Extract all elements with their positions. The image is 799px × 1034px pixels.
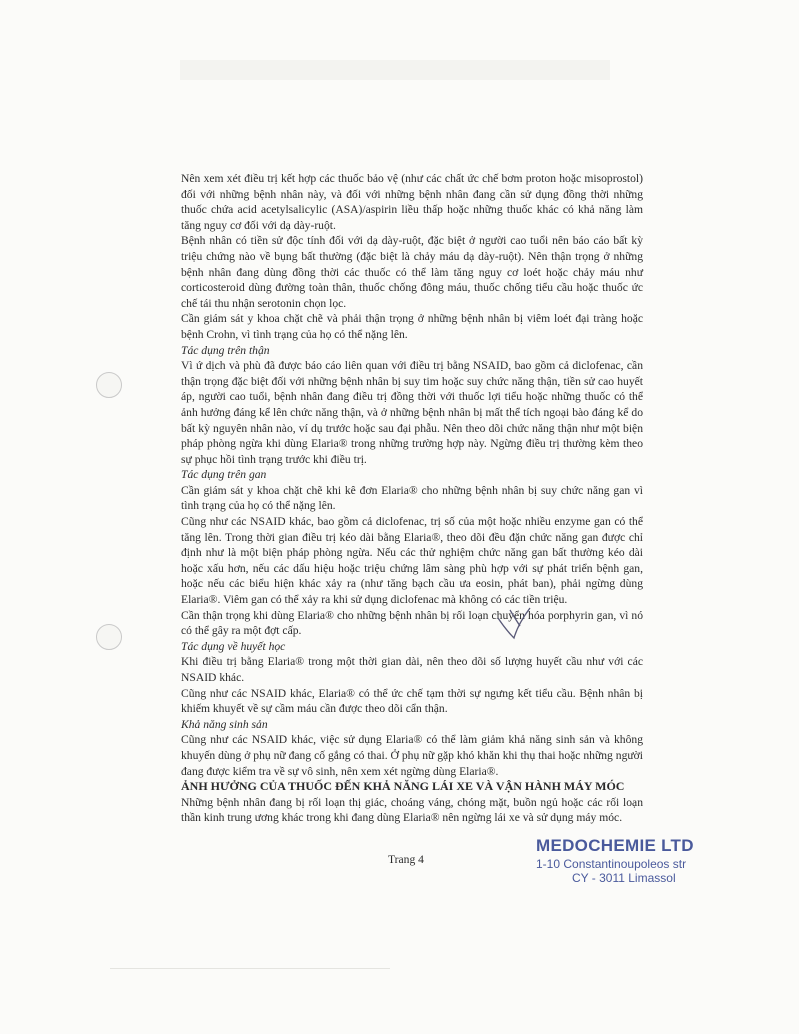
punch-hole-upper bbox=[96, 372, 122, 398]
stamp-address: 1-10 Constantinoupoleos str bbox=[536, 857, 687, 871]
paragraph: Nên xem xét điều trị kết hợp các thuốc bảo vệ (như các chất ức chế bơm proton hoặc misoprostol) đối với những bệnh nhân này, và đối với những bệnh nhân đang cần sử dụng đồng thời những thuốc chứa acid acetylsalicylic (ASA)/aspirin liều thấp hoặc những thuốc khác có khả năng làm tăng nguy cơ đối với dạ dày-ruột. bbox=[181, 172, 643, 232]
scan-smudge bbox=[180, 60, 610, 80]
page-number: Trang 4 bbox=[388, 853, 424, 866]
paragraph: Cũng như các NSAID khác, Elaria® có thể ức chế tạm thời sự ngưng kết tiểu cầu. Bệnh nhân bị khiếm khuyết về sự cầm máu cần được theo dõi cẩn thận. bbox=[181, 686, 643, 716]
signature-mark bbox=[490, 600, 550, 651]
section-heading: Tác dụng về huyết học bbox=[181, 639, 286, 653]
section-heading: Tác dụng trên gan bbox=[181, 468, 267, 482]
section-heading: Tác dụng trên thận bbox=[181, 343, 270, 357]
scan-artifact-line bbox=[110, 968, 390, 969]
paragraph: Bệnh nhân có tiền sử độc tính đối với dạ dày-ruột, đặc biệt ở người cao tuổi nên báo cáo bất kỳ triệu chứng nào về bụng bất thường (đặc biệt là chảy máu dạ dày-ruột). Nên thận trọng ở những bệnh nhân đang dùng đồng thời các thuốc có thể làm tăng nguy cơ loét hoặc chảy máu như corticosteroid dùng đường toàn thân, thuốc chống đông máu, thuốc chống tiểu cầu hoặc thuốc ức chế tái thu nhận serotonin chọn lọc. bbox=[181, 234, 643, 310]
paragraph: Cần giám sát y khoa chặt chẽ và phải thận trọng ở những bệnh nhân bị viêm loét đại tràng hoặc bệnh Crohn, vì tình trạng của họ có thể nặng lên. bbox=[181, 312, 643, 341]
paragraph: Cần giám sát y khoa chặt chẽ khi kê đơn Elaria® cho những bệnh nhân bị suy chức năng gan vì tình trạng của họ có thể nặng lên. bbox=[181, 483, 643, 513]
paragraph: Cũng như các NSAID khác, bao gồm cả diclofenac, trị số của một hoặc nhiều enzyme gan có thể tăng lên. Trong thời gian điều trị kéo dài bằng Elaria®, theo dõi đều đặn chức năng gan được chỉ định như là một biện pháp phòng ngừa. Nếu các thử nghiệm chức năng gan bất thường kéo dài hoặc xấu hơn, nếu các dấu hiệu hoặc triệu chứng lâm sàng phù hợp với sự phát triển bệnh gan, hoặc nếu các biểu hiện khác xảy ra (như tăng bạch cầu ưa eosin, phát ban), phải ngừng dùng Elaria®. Viêm gan có thể xảy ra khi sử dụng diclofenac mà không có các tiền triệu. bbox=[181, 515, 643, 607]
company-stamp bbox=[536, 836, 716, 885]
paragraph: Những bệnh nhân đang bị rối loạn thị giác, choáng váng, chóng mặt, buồn ngủ hoặc các rối loạn thần kinh trung ương khác trong khi đang dùng Elaria® nên ngừng lái xe và sử dụng máy móc. bbox=[181, 795, 643, 825]
paragraph: Vì ứ dịch và phù đã được báo cáo liên quan với điều trị bằng NSAID, bao gồm cả diclofenac, cần thận trọng đặc biệt đối với những bệnh nhân bị suy tim hoặc suy chức năng thận, tiền sử cao huyết áp, người cao tuổi, bệnh nhân đang điều trị đồng thời với thuốc lợi tiểu hoặc những thuốc có thể ảnh hưởng đáng kể lên chức năng thận, và ở những bệnh nhân bị mất thể tích ngoại bào đáng kể do bất kỳ nguyên nhân nào, ví dụ trước hoặc sau đại phẫu. Nên theo dõi chức năng thận như một biện pháp phòng ngừa khi dùng Elaria® trong những trường hợp này. Ngừng điều trị thường kèm theo sự phục hồi tình trạng trước khi điều trị. bbox=[181, 359, 643, 466]
paragraph: Cần thận trọng khi dùng Elaria® cho những bệnh nhân bị rối loạn chuyển hóa porphyrin gan, vì nó có thể gây ra một đợt cấp. bbox=[181, 608, 643, 638]
paragraph: Cũng như các NSAID khác, việc sử dụng Elaria® có thể làm giảm khả năng sinh sản và không khuyến dùng ở phụ nữ đang cố gắng có thai. Ở phụ nữ gặp khó khăn khi thụ thai hoặc những người đang được kiểm tra về sự vô sinh, nên xem xét ngừng dùng Elaria®. bbox=[181, 733, 643, 778]
section-heading: Khả năng sinh sản bbox=[181, 717, 268, 731]
stamp-company: MEDOCHEMIE LTD bbox=[536, 836, 694, 855]
stamp-city: CY - 3011 Limassol bbox=[572, 871, 676, 885]
section-title: ẢNH HƯỞNG CỦA THUỐC ĐẾN KHẢ NĂNG LÁI XE VÀ VẬN HÀNH MÁY MÓC bbox=[181, 779, 625, 794]
punch-hole-lower bbox=[96, 624, 122, 650]
paragraph: Khi điều trị bằng Elaria® trong một thời gian dài, nên theo dõi số lượng huyết cầu như với các NSAID khác. bbox=[181, 655, 643, 684]
document-body bbox=[181, 171, 643, 826]
